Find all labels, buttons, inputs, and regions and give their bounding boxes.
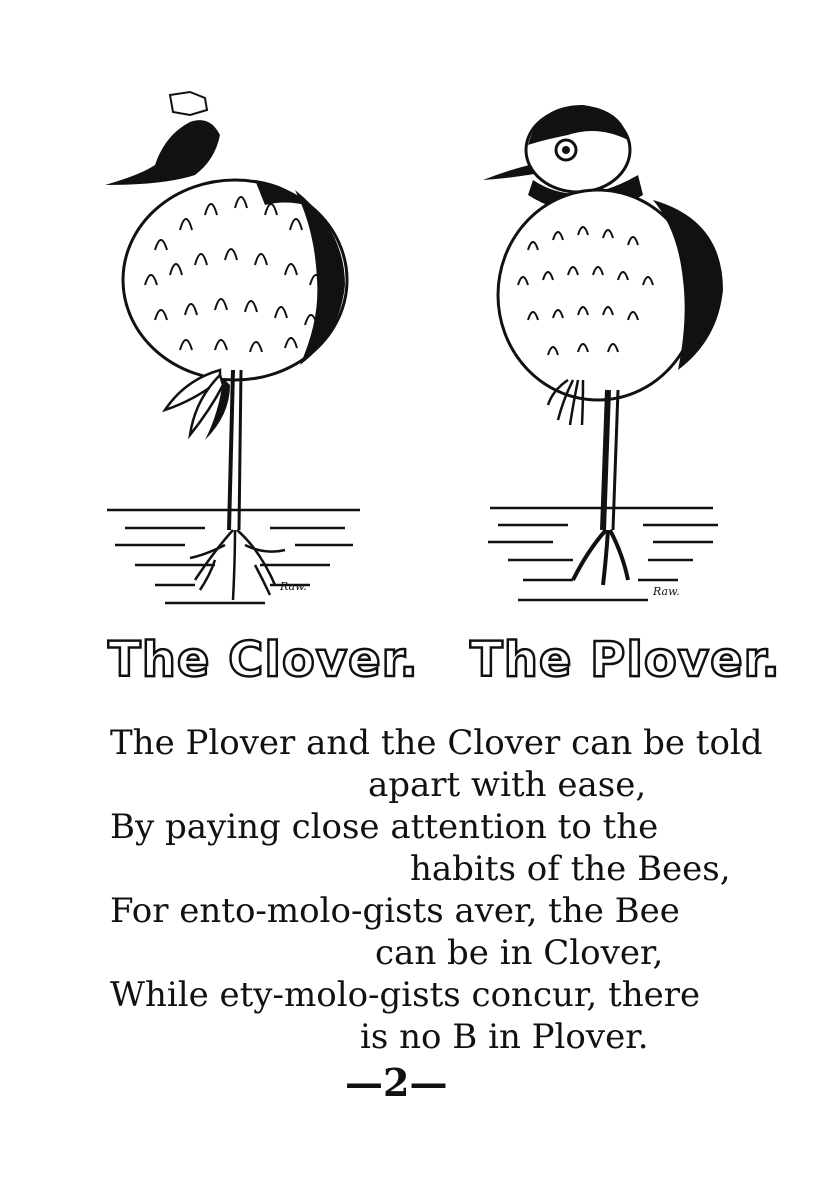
clover-drawing xyxy=(95,80,370,610)
verse-line: can be in Clover, xyxy=(375,933,664,973)
plover-illustration xyxy=(478,80,728,610)
verse-line: While ety-molo-gists concur, there xyxy=(110,975,701,1015)
page-number: —2— xyxy=(345,1060,448,1105)
verse-line: For ento-molo-gists aver, the Bee xyxy=(110,891,680,931)
caption-clover: The Clover. xyxy=(108,632,419,688)
verse-line: habits of the Bees, xyxy=(410,849,731,889)
clover-illustration xyxy=(95,80,370,610)
artist-signature-left: Raw. xyxy=(280,580,307,593)
plover-drawing xyxy=(478,80,728,610)
verse xyxy=(110,722,763,1058)
verse-line: is no B in Plover. xyxy=(360,1017,649,1057)
caption-plover: The Plover. xyxy=(470,632,781,688)
verse-line: apart with ease, xyxy=(368,765,647,805)
artist-signature-right: Raw. xyxy=(653,585,680,598)
verse-line: The Plover and the Clover can be told xyxy=(110,723,763,763)
verse-line: By paying close attention to the xyxy=(110,807,659,847)
